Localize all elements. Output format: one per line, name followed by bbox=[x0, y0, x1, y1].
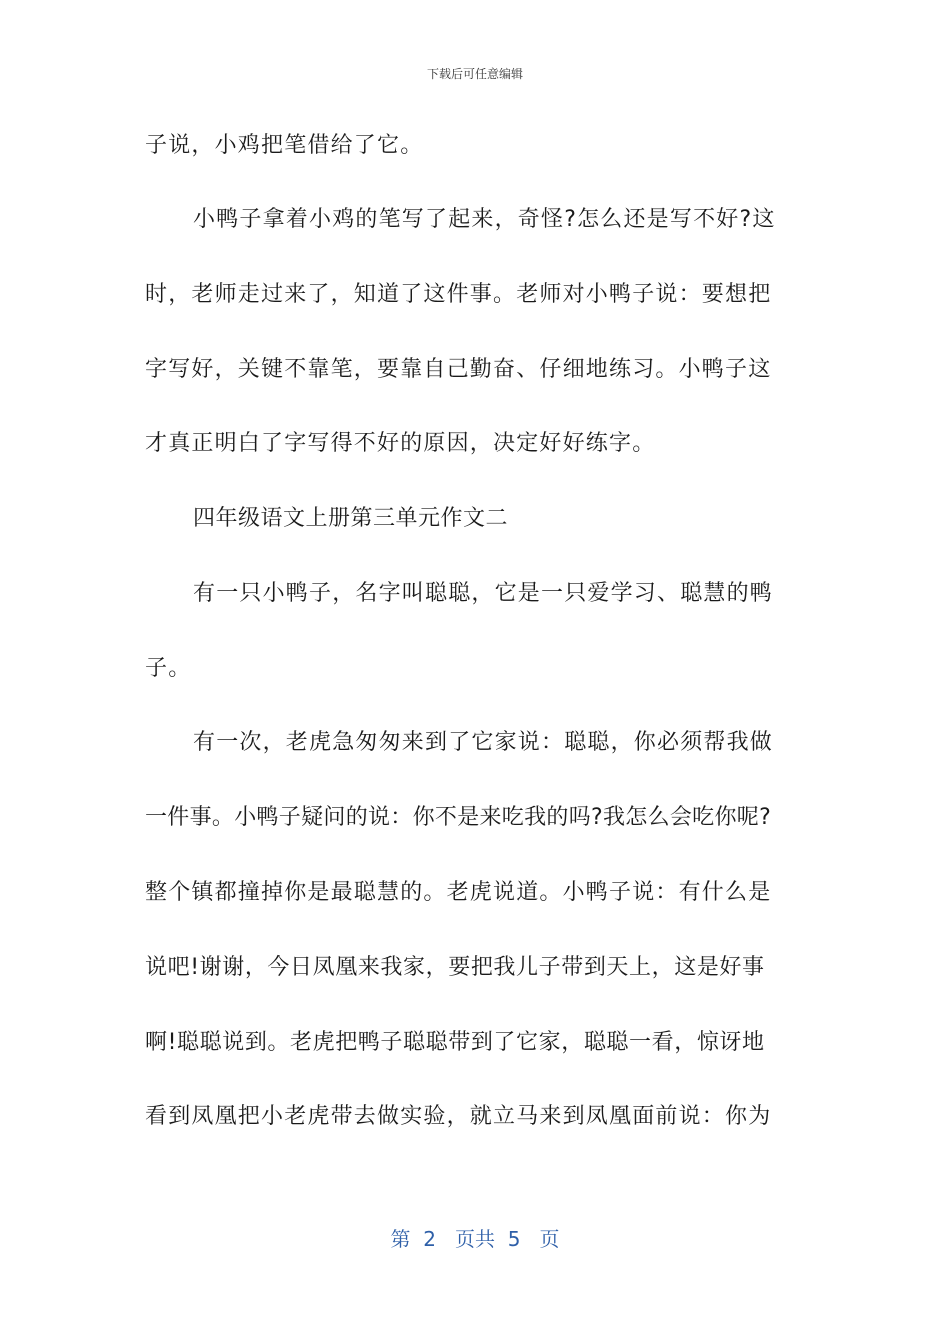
text-line: 小鸭子拿着小鸡的笔写了起来，奇怪?怎么还是写不好?这 bbox=[193, 207, 776, 232]
text-line: 有一只小鸭子，名字叫聪聪，它是一只爱学习、聪慧的鸭 bbox=[193, 581, 774, 606]
text-line: 子说，小鸡把笔借给了它。 bbox=[145, 133, 424, 158]
text-line: 整个镇都撞掉你是最聪慧的。老虎说道。小鸭子说：有什么是 bbox=[145, 880, 772, 905]
text-line: 啊!聪聪说到。老虎把鸭子聪聪带到了它家，聪聪一看，惊讶地 bbox=[145, 1030, 765, 1055]
text-line: 字写好，关键不靠笔，要靠自己勤奋、仔细地练习。小鸭子这 bbox=[145, 357, 772, 382]
text-line: 时，老师走过来了，知道了这件事。老师对小鸭子说：要想把 bbox=[145, 282, 772, 307]
text-line: 一件事。小鸭子疑问的说：你不是来吃我的吗?我怎么会吃你呢? bbox=[145, 805, 772, 830]
text-line: 才真正明白了字写得不好的原因，决定好好练字。 bbox=[145, 431, 656, 456]
text-line: 有一次，老虎急匆匆来到了它家说：聪聪，你必须帮我做 bbox=[193, 730, 774, 755]
text-line: 子。 bbox=[145, 656, 192, 681]
text-line: 看到凤凰把小老虎带去做实验，就立马来到凤凰面前说：你为 bbox=[145, 1104, 772, 1129]
page-number-footer: 第 2 页共 5 页 bbox=[390, 1227, 560, 1251]
section-heading: 四年级语文上册第三单元作文二 bbox=[193, 506, 509, 531]
page-header: 下载后可任意编辑 bbox=[426, 67, 523, 81]
text-line: 说吧!谢谢，今日凤凰来我家，要把我儿子带到天上，这是好事 bbox=[145, 955, 765, 980]
